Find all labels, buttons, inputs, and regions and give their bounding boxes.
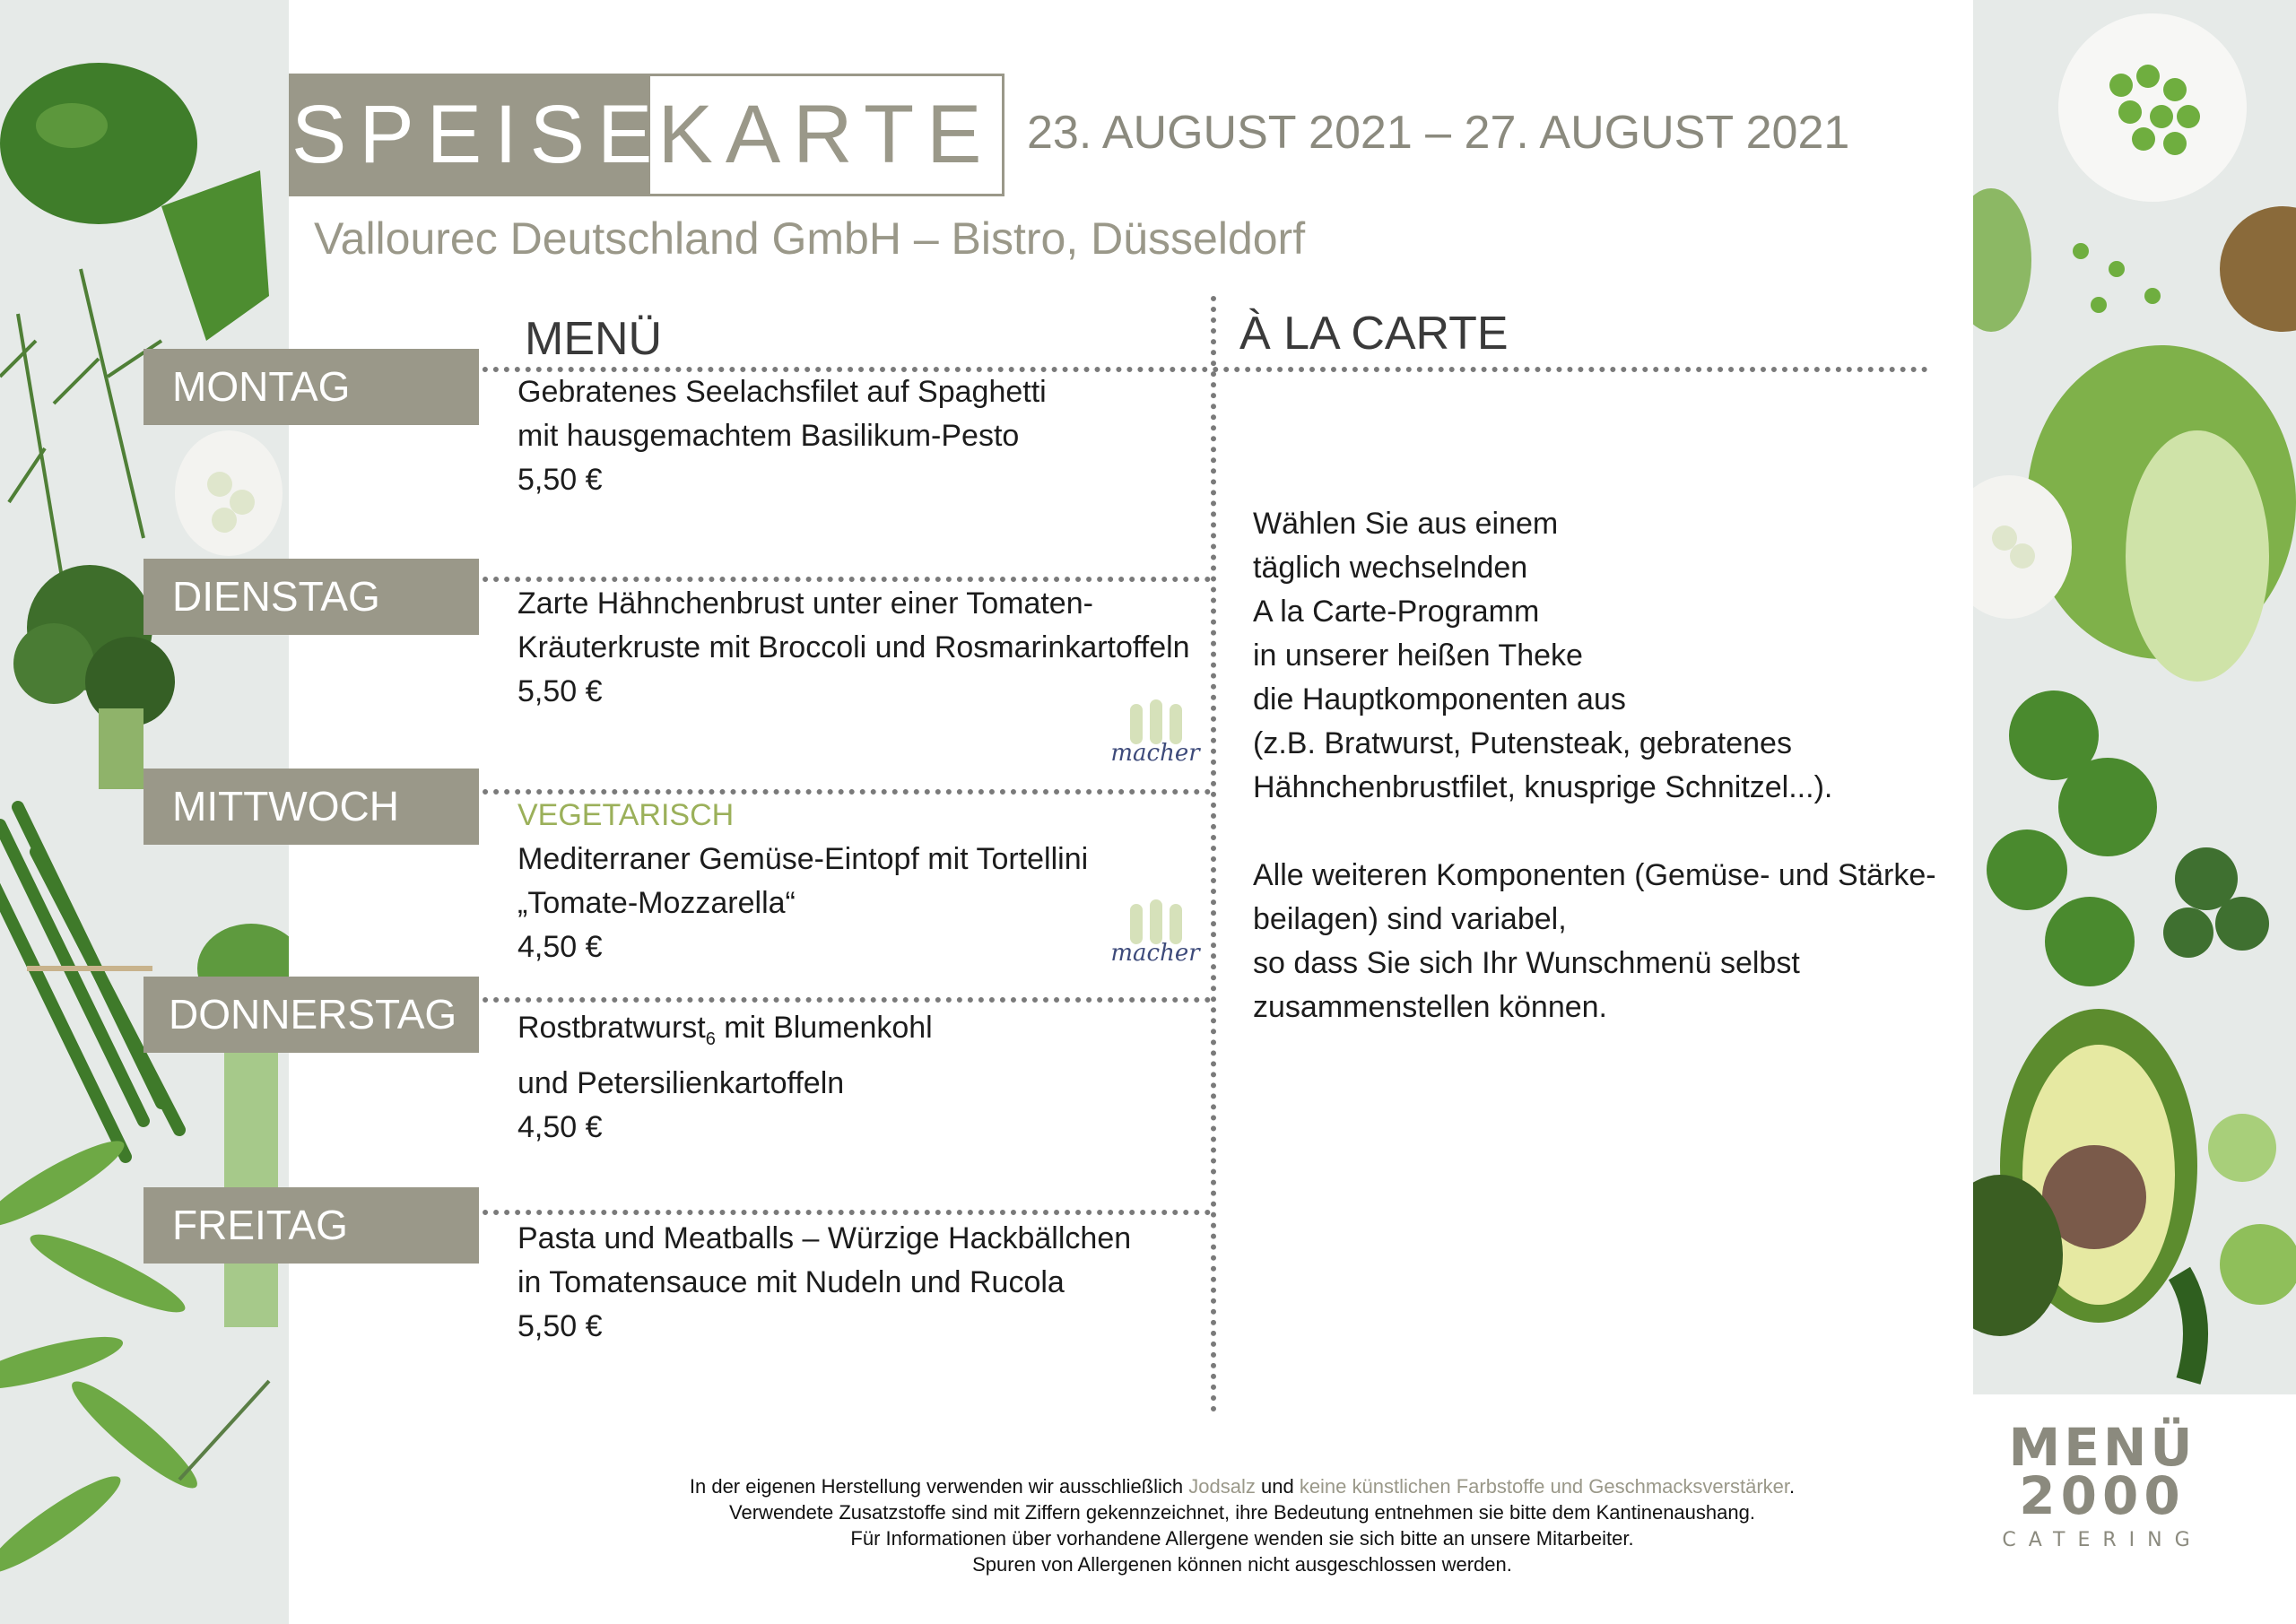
footer-text: und <box>1255 1475 1300 1498</box>
brand-line-2: 2000 <box>2019 1465 2186 1526</box>
column-divider <box>1211 296 1216 1412</box>
macher-badge-logo <box>1103 699 1209 780</box>
dish-line-part: mit Blumenkohl <box>715 1011 933 1045</box>
alacarte-line: beilagen) sind variabel, <box>1253 902 1567 936</box>
title-karte: KARTE <box>657 89 995 180</box>
dish-line <box>517 1006 933 1062</box>
day-tab-montag: MONTAG <box>144 349 479 425</box>
title-block <box>289 74 1004 196</box>
dish-line-part: Rostbratwurst <box>517 1011 706 1045</box>
alacarte-line: Wählen Sie aus einem <box>1253 507 1559 541</box>
dish-donnerstag <box>517 1006 933 1150</box>
vegetables-illustration-right <box>1973 0 2296 1394</box>
dish-mittwoch <box>517 794 1088 969</box>
footer-line-2: Verwendete Zusatzstoffe sind mit Ziffern gekennzeichnet, ihre Bedeutung entnehmen sie bitte dem Kantinenaushang. <box>729 1501 1755 1524</box>
footer-highlight: keine künstlichen Farbstoffe und Geschmacksverstärker <box>1299 1475 1789 1498</box>
day-tab-dienstag: DIENSTAG <box>144 559 479 635</box>
menu2000-catering-logo <box>1986 1413 2219 1557</box>
vegetarian-label: VEGETARISCH <box>517 798 735 832</box>
dish-line: Mediterraner Gemüse-Eintopf mit Tortellini <box>517 842 1089 876</box>
alacarte-line: (z.B. Bratwurst, Putensteak, gebratenes <box>1253 726 1792 760</box>
additive-number: 6 <box>705 1029 716 1049</box>
date-range: 23. AUGUST 2021 – 27. AUGUST 2021 <box>1027 107 1850 159</box>
dish-line: Pasta und Meatballs – Würzige Hackbällchen <box>517 1221 1132 1255</box>
dish-price: 4,50 € <box>517 930 603 964</box>
dish-line: Zarte Hähnchenbrust unter einer Tomaten- <box>517 586 1093 621</box>
footer-notes <box>466 1473 2018 1577</box>
day-tab-mittwoch: MITTWOCH <box>144 769 479 845</box>
menu-column-header: MENÜ <box>525 313 663 365</box>
dish-price: 5,50 € <box>517 463 603 497</box>
dish-line: und Petersilienkartoffeln <box>517 1065 845 1100</box>
alacarte-line: täglich wechselnden <box>1253 551 1528 585</box>
dish-price: 4,50 € <box>517 1109 603 1144</box>
alacarte-column-header: À LA CARTE <box>1239 308 1509 360</box>
divider-line-thursday <box>439 997 1211 1003</box>
footer-text: . <box>1789 1475 1796 1498</box>
day-tab-donnerstag: DONNERSTAG <box>144 977 479 1053</box>
dish-line: in Tomatensauce mit Nudeln und Rucola <box>517 1265 1065 1299</box>
footer-highlight: Jodsalz <box>1188 1475 1256 1498</box>
day-tab-freitag: FREITAG <box>144 1187 479 1264</box>
footer-line-3: Für Informationen über vorhandene Allergene wenden sie sich bitte an unsere Mitarbeiter. <box>850 1527 1634 1550</box>
macher-badge-logo <box>1103 899 1209 980</box>
alacarte-line <box>1253 810 1936 854</box>
divider-line-friday <box>439 1210 1211 1215</box>
macher-badge-text: macher <box>1110 940 1200 967</box>
alacarte-description <box>1253 502 1936 1029</box>
dish-dienstag <box>517 582 1190 714</box>
macher-badge-text: macher <box>1110 740 1200 767</box>
alacarte-line: so dass Sie sich Ihr Wunschmenü selbst <box>1253 946 1800 980</box>
footer-line-1 <box>466 1473 2018 1499</box>
alacarte-line: die Hauptkomponenten aus <box>1253 682 1626 716</box>
alacarte-line: A la Carte-Programm <box>1253 595 1540 629</box>
dish-price: 5,50 € <box>517 674 603 708</box>
alacarte-line: Alle weiteren Komponenten (Gemüse- und Stärke- <box>1253 858 1936 892</box>
brand-line-3: CATERING <box>2002 1529 2203 1551</box>
alacarte-line: zusammenstellen können. <box>1253 990 1608 1024</box>
alacarte-line: Hähnchenbrustfilet, knusprige Schnitzel...). <box>1253 770 1833 804</box>
dish-freitag <box>517 1217 1131 1349</box>
footer-text: In der eigenen Herstellung verwenden wir ausschließlich <box>689 1475 1189 1498</box>
dish-line: Kräuterkruste mit Broccoli und Rosmarinkartoffeln <box>517 630 1190 664</box>
right-vegetable-photo <box>1973 0 2296 1394</box>
dish-montag <box>517 370 1047 502</box>
brand-line-1: MENÜ <box>2008 1417 2196 1478</box>
dish-price: 5,50 € <box>517 1309 603 1343</box>
title-speise: SPEISE <box>291 76 650 194</box>
dish-line: „Tomate-Mozzarella“ <box>517 886 796 920</box>
alacarte-line: in unserer heißen Theke <box>1253 638 1583 673</box>
dish-line: Gebratenes Seelachsfilet auf Spaghetti <box>517 375 1047 409</box>
dish-line: mit hausgemachtem Basilikum-Pesto <box>517 419 1020 453</box>
footer-line-4: Spuren von Allergenen können nicht ausgeschlossen werden. <box>972 1553 1512 1576</box>
location-subtitle: Vallourec Deutschland GmbH – Bistro, Düsseldorf <box>314 213 1306 264</box>
